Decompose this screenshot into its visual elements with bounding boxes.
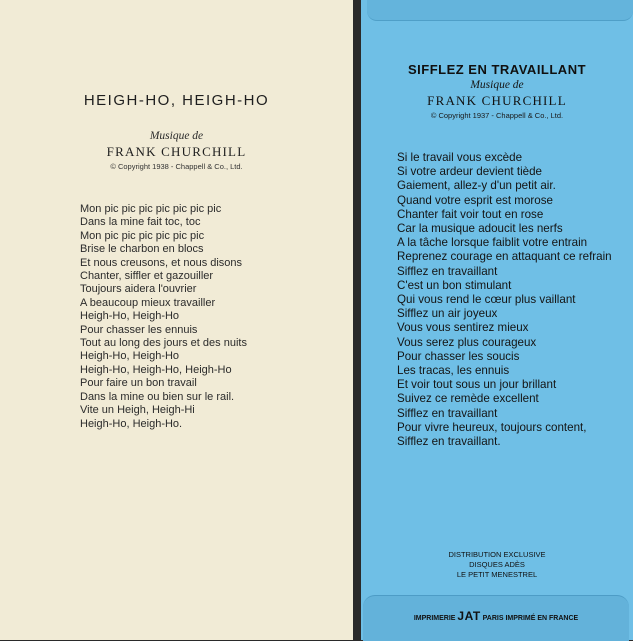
lyric-line: Mon pic pic pic pic pic pic <box>80 229 205 242</box>
lyric-line: Heigh-Ho, Heigh-Ho, Heigh-Ho <box>80 363 232 376</box>
envelope-top-flap <box>367 0 633 21</box>
lyric-line: A la tâche lorsque faiblit votre entrain <box>397 236 588 250</box>
distribution-line: DISQUES ADÈS <box>469 560 525 569</box>
lyric-line: Sifflez en travaillant. <box>397 435 501 449</box>
lyric-line: Dans la mine ou bien sur le rail. <box>80 390 235 403</box>
lyric-line: Vite un Heigh, Heigh-Hi <box>80 404 195 417</box>
printer-name: JAT <box>457 609 481 623</box>
lyric-line: Quand votre esprit est morose <box>397 193 553 207</box>
printer-suffix: PARIS IMPRIMÉ EN FRANCE <box>482 615 579 622</box>
lyric-line: Suivez ce remède excellent <box>397 392 539 406</box>
lyric-line: Dans la mine fait toc, toc <box>80 216 201 229</box>
lyric-line: Pour faire un bon travail <box>80 377 197 390</box>
lyric-line: Chanter, siffler et gazouiller <box>80 270 214 283</box>
lyric-line: A beaucoup mieux travailler <box>80 296 216 309</box>
lyrics-list <box>397 151 629 449</box>
lyric-line: Heigh-Ho, Heigh-Ho <box>80 310 180 323</box>
copyright-notice: © Copyright 1938 - Chappell & Co., Ltd. <box>110 162 243 171</box>
lyric-line: Pour chasser les ennuis <box>80 323 198 336</box>
lyric-line: Tout au long des jours et des nuits <box>80 337 247 350</box>
lyric-line: Brise le charbon en blocs <box>80 243 204 256</box>
lyric-line: Car la musique adoucit les nerfs <box>397 222 563 236</box>
composer-name: FRANK CHURCHILL <box>106 144 247 159</box>
printer-credit <box>363 609 629 623</box>
distribution-line: LE PETIT MENESTREL <box>456 570 538 579</box>
distribution-line: DISTRIBUTION EXCLUSIVE <box>448 550 546 559</box>
lyric-line: Mon pic pic pic pic pic pic pic <box>80 203 222 215</box>
lyric-line: Pour chasser les soucis <box>397 349 520 363</box>
right-lyrics-page <box>361 0 633 640</box>
lyric-line: Pour vivre heureux, toujours content, <box>397 420 587 434</box>
distribution-credit <box>361 550 633 580</box>
music-credit-label: Musique de <box>470 79 524 91</box>
envelope-bottom-flap <box>363 595 629 641</box>
lyric-line: Et voir tout sous un jour brillant <box>397 378 557 392</box>
composer-name: FRANK CHURCHILL <box>427 93 567 108</box>
song-title-heigh-ho: HEIGH-HO, HEIGH-HO <box>83 92 270 109</box>
lyric-line: Et nous creusons, et nous disons <box>80 256 243 269</box>
lyric-line: Qui vous rend le cœur plus vaillant <box>397 293 576 307</box>
copyright-notice: © Copyright 1937 - Chappell & Co., Ltd. <box>430 111 564 120</box>
lyrics-list <box>80 203 350 431</box>
lyric-line: Gaiement, allez-y d'un petit air. <box>397 179 556 193</box>
lyric-line: C'est un bon stimulant <box>397 278 512 292</box>
printer-prefix: IMPRIMERIE <box>413 615 456 622</box>
lyric-line: Si le travail vous excède <box>397 151 523 164</box>
lyric-line: Vous vous sentirez mieux <box>397 321 529 335</box>
lyric-line: Heigh-Ho, Heigh-Ho. <box>80 417 183 430</box>
lyric-line: Vous serez plus courageux <box>397 335 537 349</box>
music-credit-label: Musique de <box>149 130 204 142</box>
lyric-line: Si votre ardeur devient tiède <box>397 165 543 179</box>
lyric-line: Chanter fait voir tout en rose <box>397 207 544 221</box>
lyric-line: Sifflez en travaillant <box>397 264 498 278</box>
lyric-line: Reprenez courage en attaquant ce refrain <box>397 250 612 264</box>
lyric-line: Toujours aidera l'ouvrier <box>80 283 197 296</box>
lyric-line: Les tracas, les ennuis <box>397 364 510 378</box>
lyric-line: Sifflez un air joyeux <box>397 307 498 321</box>
song-title-sifflez: SIFFLEZ EN TRAVAILLANT <box>407 62 587 77</box>
lyric-line: Sifflez en travaillant <box>397 406 498 420</box>
lyric-line: Heigh-Ho, Heigh-Ho <box>80 350 180 363</box>
